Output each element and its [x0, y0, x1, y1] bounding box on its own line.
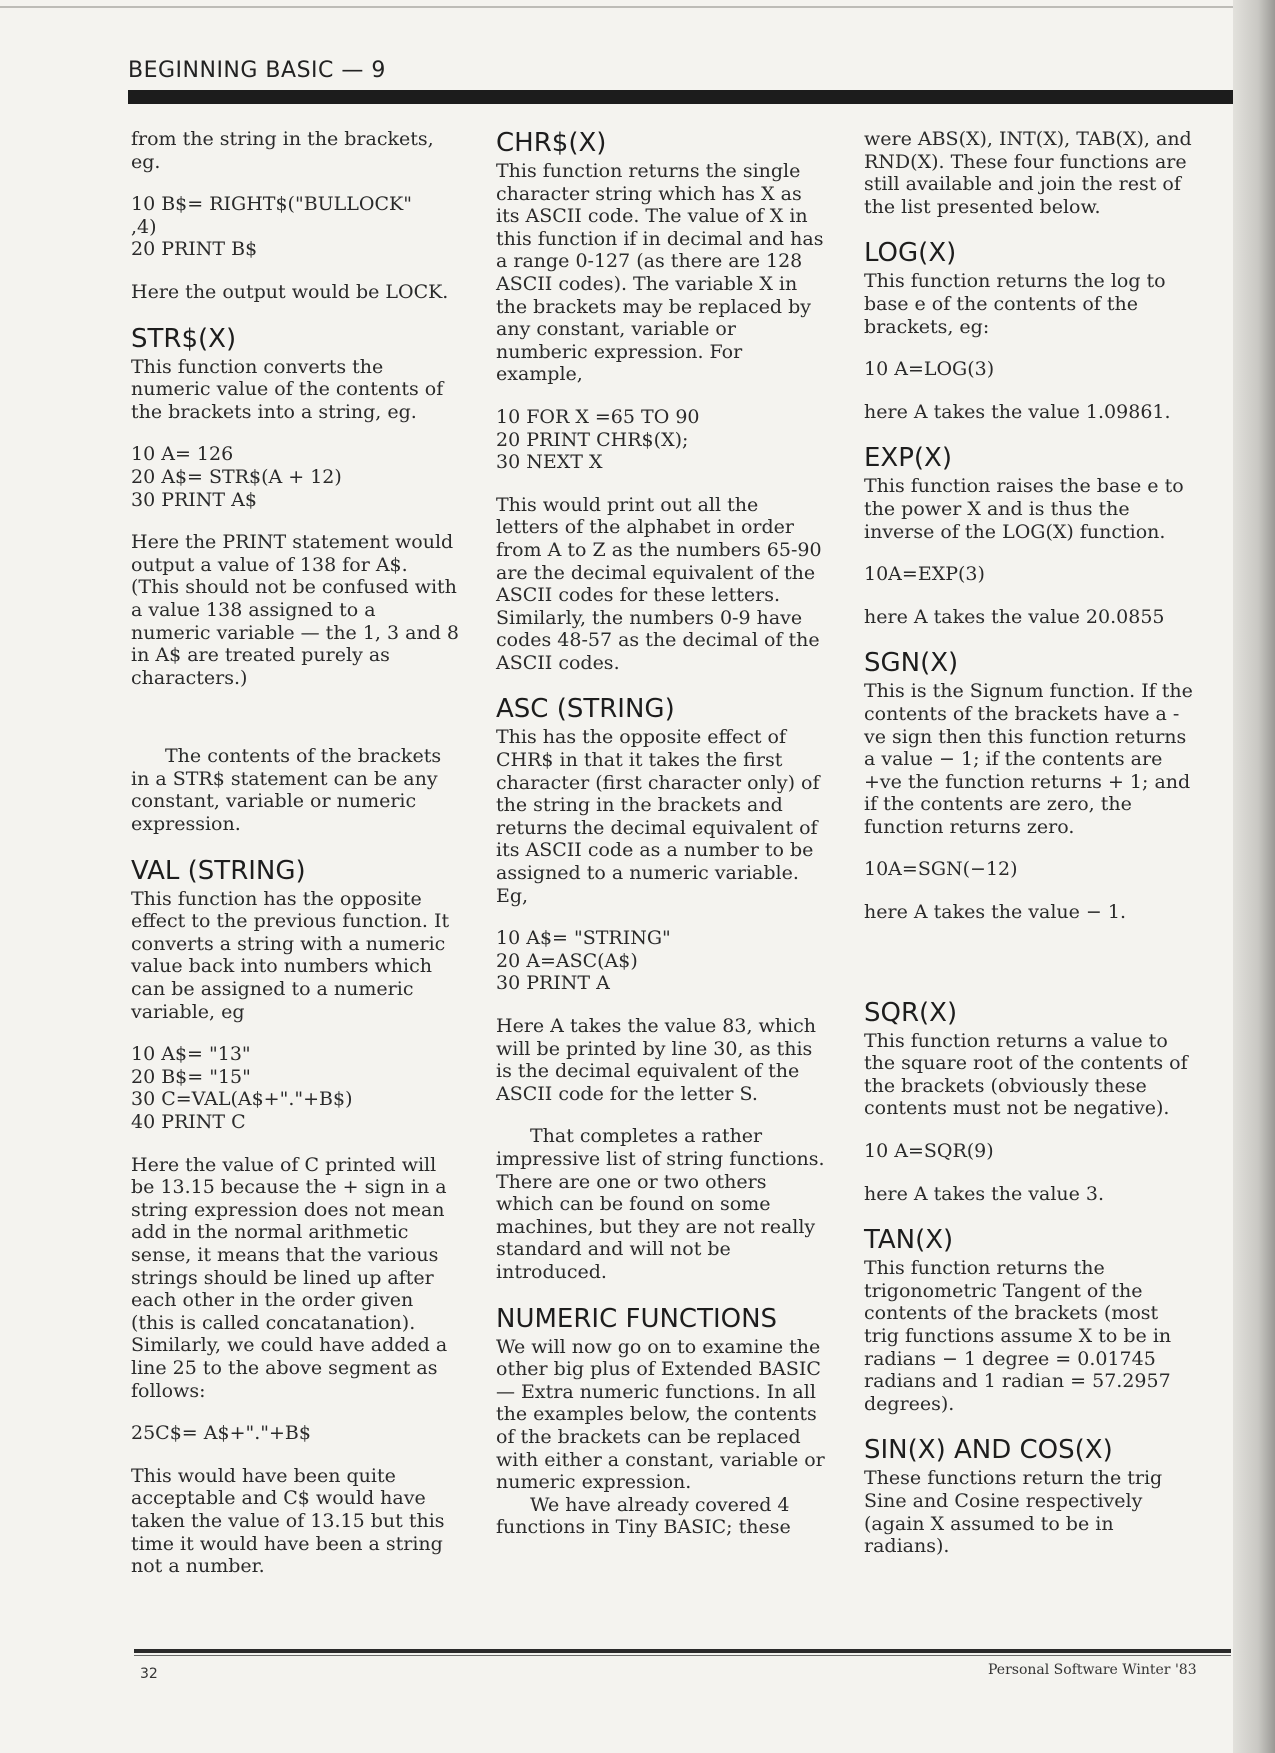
- paragraph: We have already covered 4 functions in Tiny BASIC; these: [496, 1493, 791, 1539]
- code-listing: 25C$= A$+"."+B$: [131, 1422, 311, 1445]
- paragraph: This function raises the base e to the power X and is thus the inverse of the LOG(X) function.: [864, 475, 1184, 543]
- code-listing: 10A=SGN(−12): [864, 858, 1018, 881]
- header-rule: [128, 90, 1233, 104]
- paragraph: This function converts the numeric value of the contents of the brackets into a string, eg.: [131, 355, 444, 423]
- paragraph: This function returns the trigonometric Tangent of the contents of the brackets (most trig functions assume X to be in radians − 1 degree = 0.01745 radians and 1 radian = 57.2957 degrees).: [864, 1257, 1172, 1415]
- code-listing: 10 A$= "STRING" 20 A=ASC(A$) 30 PRINT A: [496, 927, 671, 995]
- paragraph: here A takes the value 3.: [864, 1182, 1105, 1205]
- paragraph: This has the opposite effect of CHR$ in that it takes the first character (first character only) of the string in the brackets and returns the decimal equivalent of its ASCII code as a number to be assigned to a numeric variable. Eg,: [496, 726, 820, 907]
- paragraph: here A takes the value − 1.: [864, 901, 1127, 924]
- paragraph: This function returns the single character string which has X as its ASCII code. The value of X in this function if in decimal and has a range 0-127 (as there are 128 ASCII codes). The variable X in the brackets may be replaced by any constant, variable or numberic expression. For example,: [496, 160, 824, 386]
- code-listing: 10 A=SQR(9): [864, 1140, 994, 1163]
- footer-rule-thin: [134, 1655, 1231, 1656]
- paragraph: The contents of the brackets in a STR$ statement can be any constant, variable or numeric expression.: [131, 745, 442, 836]
- top-border: [0, 6, 1275, 8]
- code-listing: 10 A=LOG(3): [864, 358, 995, 381]
- paragraph: These functions return the trig Sine and Cosine respectively (again X assumed to be in radians).: [864, 1467, 1163, 1558]
- section-heading-str: STR$(X): [131, 323, 237, 354]
- section-heading-tan: TAN(X): [864, 1225, 954, 1256]
- paragraph: Here A takes the value 83, which will be printed by line 30, as this is the decimal equivalent of the ASCII code for the letter S.: [496, 1015, 816, 1105]
- paragraph: This function returns the log to base e of the contents of the brackets, eg:: [864, 270, 1166, 338]
- section-heading-chr: CHR$(X): [496, 128, 607, 158]
- paragraph: We will now go on to examine the other big plus of Extended BASIC — Extra numeric functions. In all the examples below, the contents of the brackets can be replaced with either a constant, variable or numeric expression.: [496, 1335, 825, 1494]
- paragraph: were ABS(X), INT(X), TAB(X), and RND(X). These four functions are still available and join the rest of the list presented below.: [864, 128, 1192, 218]
- section-heading-exp: EXP(X): [864, 443, 953, 474]
- section-heading-sqr: SQR(X): [864, 997, 958, 1028]
- paragraph: here A takes the value 1.09861.: [864, 400, 1171, 423]
- paragraph: Here the PRINT statement would output a value of 138 for A$. (This should not be confused with a value 138 assigned to a numeric variable — the 1, 3 and 8 in A$ are treated purely as characters.): [131, 531, 459, 689]
- code-listing: 10 B$= RIGHT$("BULLOCK" ,4) 20 PRINT B$: [131, 193, 412, 261]
- spacer: [864, 944, 1194, 998]
- section-heading-asc: ASC (STRING): [496, 694, 675, 725]
- code-listing: 10A=EXP(3): [864, 563, 985, 586]
- paragraph: This function has the opposite effect to the previous function. It converts a string with a numeric value back into numbers which can be assigned to a numeric variable, eg: [131, 887, 450, 1023]
- paragraph: This function returns a value to the square root of the contents of the brackets (obviously these contents must not be negative).: [864, 1029, 1188, 1120]
- section-heading-val: VAL (STRING): [131, 855, 306, 886]
- section-heading-numeric: NUMERIC FUNCTIONS: [496, 1303, 778, 1334]
- section-heading-sin-cos: SIN(X) AND COS(X): [864, 1435, 1113, 1466]
- section-heading-log: LOG(X): [864, 238, 957, 269]
- paragraph: from the string in the brackets, eg.: [131, 128, 434, 173]
- magazine-issue: Personal Software Winter '83: [988, 1662, 1197, 1678]
- section-heading-sgn: SGN(X): [864, 648, 959, 679]
- paragraph: This would print out all the letters of the alphabet in order from A to Z as the numbers 65-90 are the decimal equivalent of the ASCII codes for these letters. Similarly, the numbers 0-9 have codes 48-57 as the decimal of the ASCII codes.: [496, 493, 822, 674]
- code-listing: 10 FOR X =65 TO 90 20 PRINT CHR$(X); 30 NEXT X: [496, 405, 700, 474]
- spacer: [131, 709, 461, 745]
- footer-rule: [134, 1649, 1231, 1653]
- paragraph: Here the output would be LOCK.: [131, 280, 449, 303]
- paragraph: This is the Signum function. If the contents of the brackets have a -ve sign then this function returns a value − 1; if the contents are +ve the function returns + 1; and if the contents are zero, the function returns zero.: [864, 680, 1193, 838]
- running-header: BEGINNING BASIC — 9: [128, 58, 386, 83]
- page-edge-shadow: [1233, 0, 1275, 1753]
- paragraph: here A takes the value 20.0855: [864, 605, 1165, 628]
- column-1: [131, 128, 461, 1598]
- paragraph: This would have been quite acceptable and C$ would have taken the value of 13.15 but this time it would have been a string not a number.: [131, 1464, 445, 1578]
- paragraph: Here the value of C printed will be 13.15 because the + sign in a string expression does not mean add in the normal arithmetic sense, it means that the various strings should be lined up after each other in the order given (this is called concatanation). Similarly, we could have added a line 25 to the above segment as follows:: [131, 1153, 448, 1402]
- code-listing: 10 A$= "13" 20 B$= "15" 30 C=VAL(A$+"."+B$) 40 PRINT C: [131, 1043, 353, 1133]
- page-number: 32: [140, 1666, 158, 1682]
- paragraph: That completes a rather impressive list of string functions. There are one or two others which can be found on some machines, but they are not really standard and will not be introduced.: [496, 1125, 825, 1283]
- column-3: [864, 128, 1194, 1578]
- column-2: [496, 128, 826, 1559]
- code-listing: 10 A= 126 20 A$= STR$(A + 12) 30 PRINT A$: [131, 443, 342, 511]
